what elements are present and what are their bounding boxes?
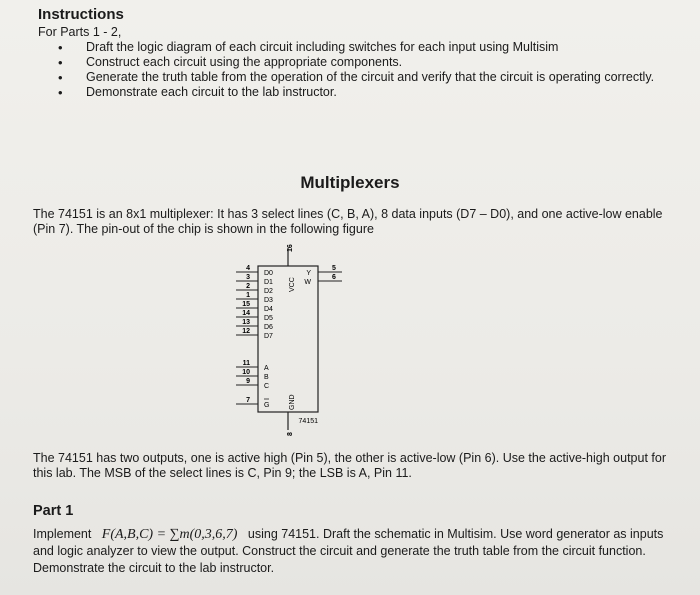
chip-pinout-diagram [220, 240, 360, 440]
instructions-list [58, 40, 688, 100]
data-pin-number: 13 [242, 319, 250, 326]
data-pin-number: 12 [242, 328, 250, 335]
part1-prefix: Implement [33, 527, 92, 541]
part1-text: using 74151. Draft the schematic in Multisim. Use word generator as inputs and logic analyzer to view the output. Construct the circuit and generate the truth table from the circuit function. Demonstrate the circuit to the lab instructor. [33, 527, 664, 575]
select-pin-number: 10 [242, 369, 250, 376]
select-pin-label: A [264, 365, 269, 372]
chip-svg [220, 240, 360, 440]
part1-formula: F(A,B,C) = ∑m(0,3,6,7) [101, 527, 238, 542]
data-pin-label: D1 [264, 279, 273, 286]
outputs-paragraph: The 74151 has two outputs, one is active high (Pin 5), the other is active-low (Pin 6). Use the active-high output for this lab. The MSB of the select lines is C, Pin 9; the LSB is A, Pin 11. [33, 451, 666, 480]
enable-pin [236, 397, 269, 409]
instruction-item: • Demonstrate each circuit to the lab instructor. [58, 85, 688, 100]
enable-pin-number: 7 [246, 397, 250, 404]
data-pin-number: 3 [246, 274, 250, 281]
output-pin-label: Y [306, 270, 311, 277]
select-pin-number: 9 [246, 378, 250, 385]
data-pin-label: D7 [264, 333, 273, 340]
vcc-label: VCC [289, 277, 296, 292]
gnd-label: GND [289, 394, 296, 410]
instruction-item: • Draft the logic diagram of each circuit including switches for each input using Multisim [58, 40, 688, 55]
data-pin-label: D0 [264, 270, 273, 277]
chip-name: 74151 [298, 418, 318, 425]
data-pin-label: D4 [264, 306, 273, 313]
data-pin-number: 2 [246, 283, 250, 290]
data-pins [236, 265, 273, 340]
instruction-item: • Generate the truth table from the operation of the circuit and verify that the circuit is operating correctly. [58, 70, 688, 85]
part1-heading: Part 1 [33, 503, 74, 519]
multiplexer-intro: The 74151 is an 8x1 multiplexer: It has 3 select lines (C, B, A), 8 data inputs (D7 – D0), and one active-low enable (Pin 7). The pin-out of the chip is shown in the following figure [33, 207, 663, 236]
data-pin-number: 14 [242, 310, 250, 317]
multiplexers-heading: Multiplexers [300, 173, 400, 192]
data-pin-label: D3 [264, 297, 273, 304]
output-pins [304, 265, 342, 286]
output-pin-number: 6 [332, 274, 336, 281]
select-pin-label: C [264, 383, 270, 390]
instructions-title: Instructions [38, 6, 124, 23]
enable-pin-label: G [264, 402, 270, 409]
data-pin-label: D5 [264, 315, 273, 322]
data-pin-number: 15 [242, 301, 250, 308]
output-pin-number: 5 [332, 265, 336, 272]
instructions-subtitle: For Parts 1 - 2, [38, 25, 122, 39]
data-pin-label: D6 [264, 324, 273, 331]
output-pin-label: W [304, 279, 311, 286]
data-pin-number: 4 [246, 265, 250, 272]
select-pin-label: B [264, 374, 269, 381]
data-pin-label: D2 [264, 288, 273, 295]
select-pins [236, 360, 269, 390]
instruction-item: • Construct each circuit using the appropriate components. [58, 55, 688, 70]
part1-paragraph [33, 526, 678, 577]
data-pin-number: 1 [246, 292, 250, 299]
vcc-pin-number: 16 [287, 244, 294, 252]
gnd-pin-number: 8 [287, 432, 294, 436]
select-pin-number: 11 [242, 360, 250, 367]
